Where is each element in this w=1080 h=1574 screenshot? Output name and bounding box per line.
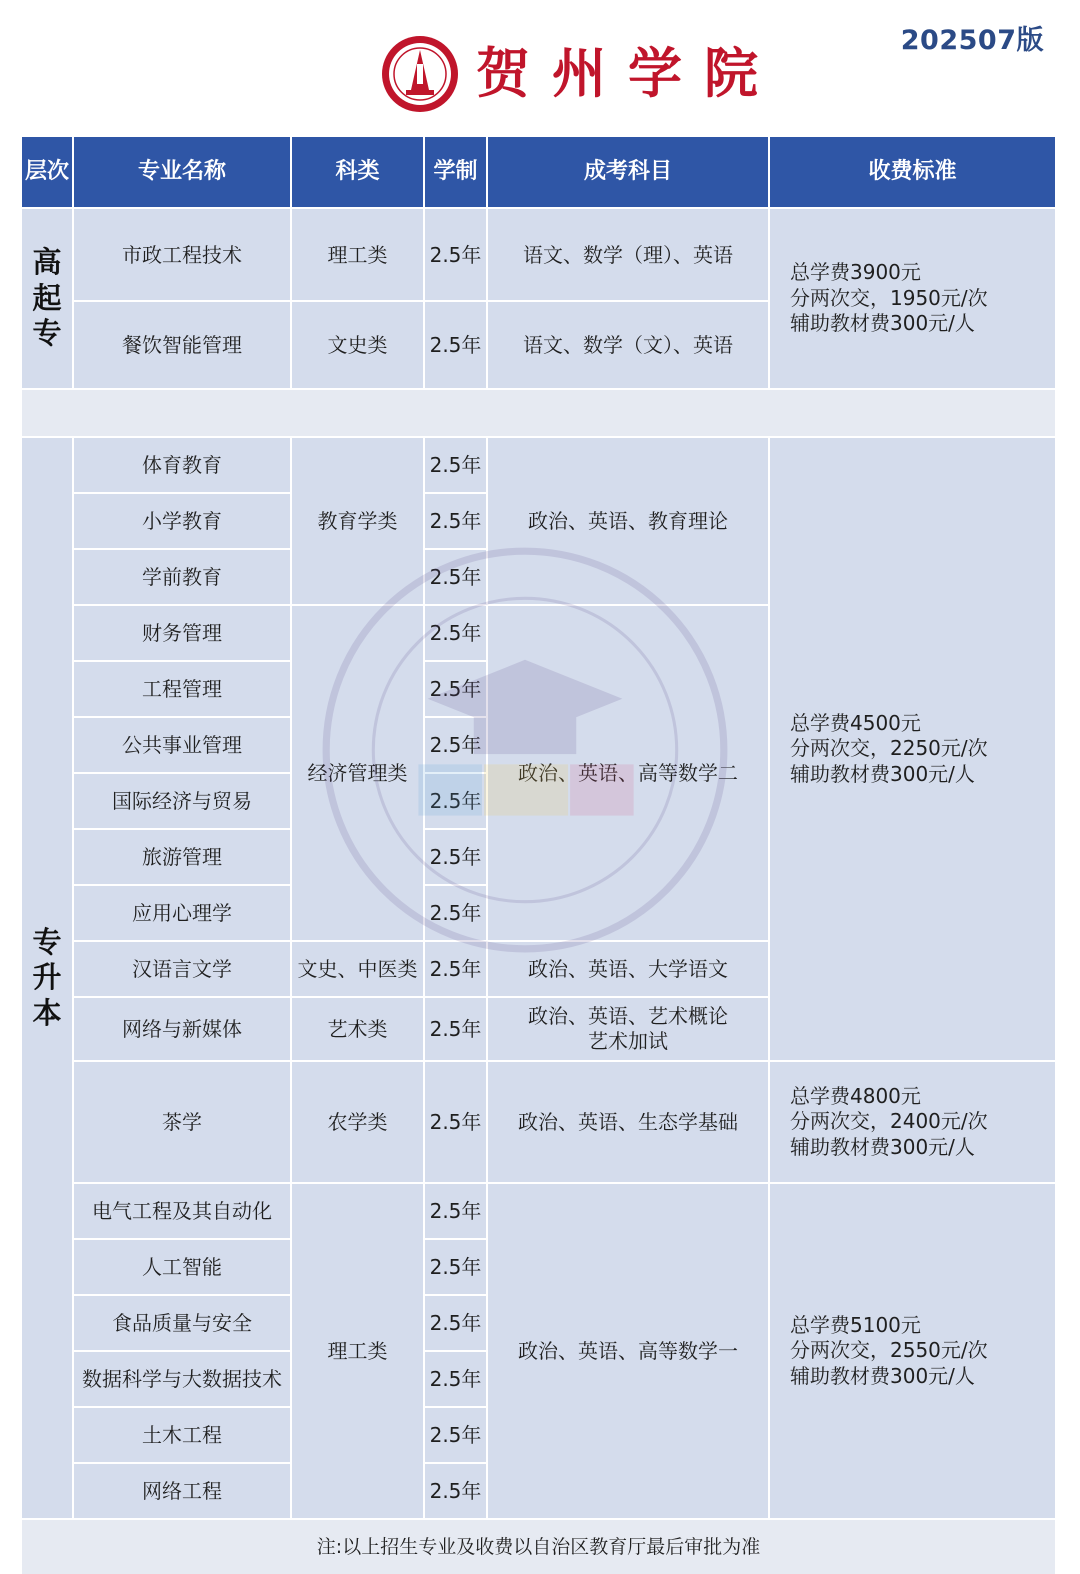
duration-cell: 2.5年 (425, 1240, 486, 1294)
major-cell: 应用心理学 (74, 886, 290, 940)
school-logo-icon (380, 34, 460, 114)
fee-cell-5100: 总学费5100元 分两次交，2550元/次 辅助教材费300元/人 (770, 1184, 1055, 1518)
fee-cell-4800: 总学费4800元 分两次交，2400元/次 辅助教材费300元/人 (770, 1062, 1055, 1182)
duration-cell: 2.5年 (425, 718, 486, 772)
major-cell: 网络工程 (74, 1464, 290, 1518)
fee-cell-4500: 总学费4500元 分两次交，2250元/次 辅助教材费300元/人 (770, 438, 1055, 1060)
subjects-cell: 语文、数学（理）、英语 (488, 209, 768, 300)
subjects-cell: 政治、英语、大学语文 (488, 942, 768, 996)
duration-cell: 2.5年 (425, 1352, 486, 1406)
duration-cell: 2.5年 (425, 209, 486, 300)
section-divider (22, 390, 1055, 436)
subjects-cell: 语文、数学（文）、英语 (488, 302, 768, 388)
category-cell: 教育学类 (292, 438, 423, 604)
major-cell: 食品质量与安全 (74, 1296, 290, 1350)
subjects-cell: 政治、英语、高等数学二 (488, 606, 768, 940)
major-cell: 电气工程及其自动化 (74, 1184, 290, 1238)
duration-cell: 2.5年 (425, 1464, 486, 1518)
major-cell: 土木工程 (74, 1408, 290, 1462)
duration-cell: 2.5年 (425, 774, 486, 828)
header-major: 专业名称 (74, 137, 290, 207)
major-cell: 学前教育 (74, 550, 290, 604)
duration-cell: 2.5年 (425, 942, 486, 996)
subjects-cell: 政治、英语、生态学基础 (488, 1062, 768, 1182)
duration-cell: 2.5年 (425, 662, 486, 716)
program-table (22, 137, 1051, 1574)
header-duration: 学制 (425, 137, 486, 207)
duration-cell: 2.5年 (425, 886, 486, 940)
subjects-cell: 政治、英语、教育理论 (488, 438, 768, 604)
header-fee: 收费标准 (770, 137, 1055, 207)
duration-cell: 2.5年 (425, 494, 486, 548)
duration-cell: 2.5年 (425, 830, 486, 884)
duration-cell: 2.5年 (425, 550, 486, 604)
duration-cell: 2.5年 (425, 1408, 486, 1462)
category-cell: 理工类 (292, 1184, 423, 1518)
major-cell: 体育教育 (74, 438, 290, 492)
major-cell: 数据科学与大数据技术 (74, 1352, 290, 1406)
major-cell: 公共事业管理 (74, 718, 290, 772)
duration-cell: 2.5年 (425, 1062, 486, 1182)
header-level: 层次 (22, 137, 72, 207)
major-cell: 小学教育 (74, 494, 290, 548)
major-cell: 旅游管理 (74, 830, 290, 884)
category-cell: 农学类 (292, 1062, 423, 1182)
approval-note: 注:以上招生专业及收费以自治区教育厅最后审批为准 (22, 1520, 1055, 1574)
category-cell: 艺术类 (292, 998, 423, 1060)
category-cell: 文史、中医类 (292, 942, 423, 996)
subjects-cell: 政治、英语、艺术概论 艺术加试 (488, 998, 768, 1060)
category-cell: 理工类 (292, 209, 423, 300)
school-name: 贺州学院 (476, 41, 780, 105)
major-cell: 茶学 (74, 1062, 290, 1182)
major-cell: 餐饮智能管理 (74, 302, 290, 388)
major-cell: 国际经济与贸易 (74, 774, 290, 828)
duration-cell: 2.5年 (425, 1184, 486, 1238)
major-cell: 工程管理 (74, 662, 290, 716)
level-gqz: 高 起 专 (22, 209, 72, 388)
duration-cell: 2.5年 (425, 606, 486, 660)
subjects-cell: 政治、英语、高等数学一 (488, 1184, 768, 1518)
major-cell: 财务管理 (74, 606, 290, 660)
major-cell: 市政工程技术 (74, 209, 290, 300)
level-zsb: 专 升 本 (22, 438, 72, 1518)
major-cell: 人工智能 (74, 1240, 290, 1294)
major-cell: 网络与新媒体 (74, 998, 290, 1060)
duration-cell: 2.5年 (425, 438, 486, 492)
header-subjects: 成考科目 (488, 137, 768, 207)
fee-cell-3900: 总学费3900元 分两次交，1950元/次 辅助教材费300元/人 (770, 209, 1055, 388)
duration-cell: 2.5年 (425, 998, 486, 1060)
header-category: 科类 (292, 137, 423, 207)
major-cell: 汉语言文学 (74, 942, 290, 996)
version-label: 202507版 (900, 25, 1044, 56)
category-cell: 文史类 (292, 302, 423, 388)
category-cell: 经济管理类 (292, 606, 423, 940)
duration-cell: 2.5年 (425, 302, 486, 388)
duration-cell: 2.5年 (425, 1296, 486, 1350)
